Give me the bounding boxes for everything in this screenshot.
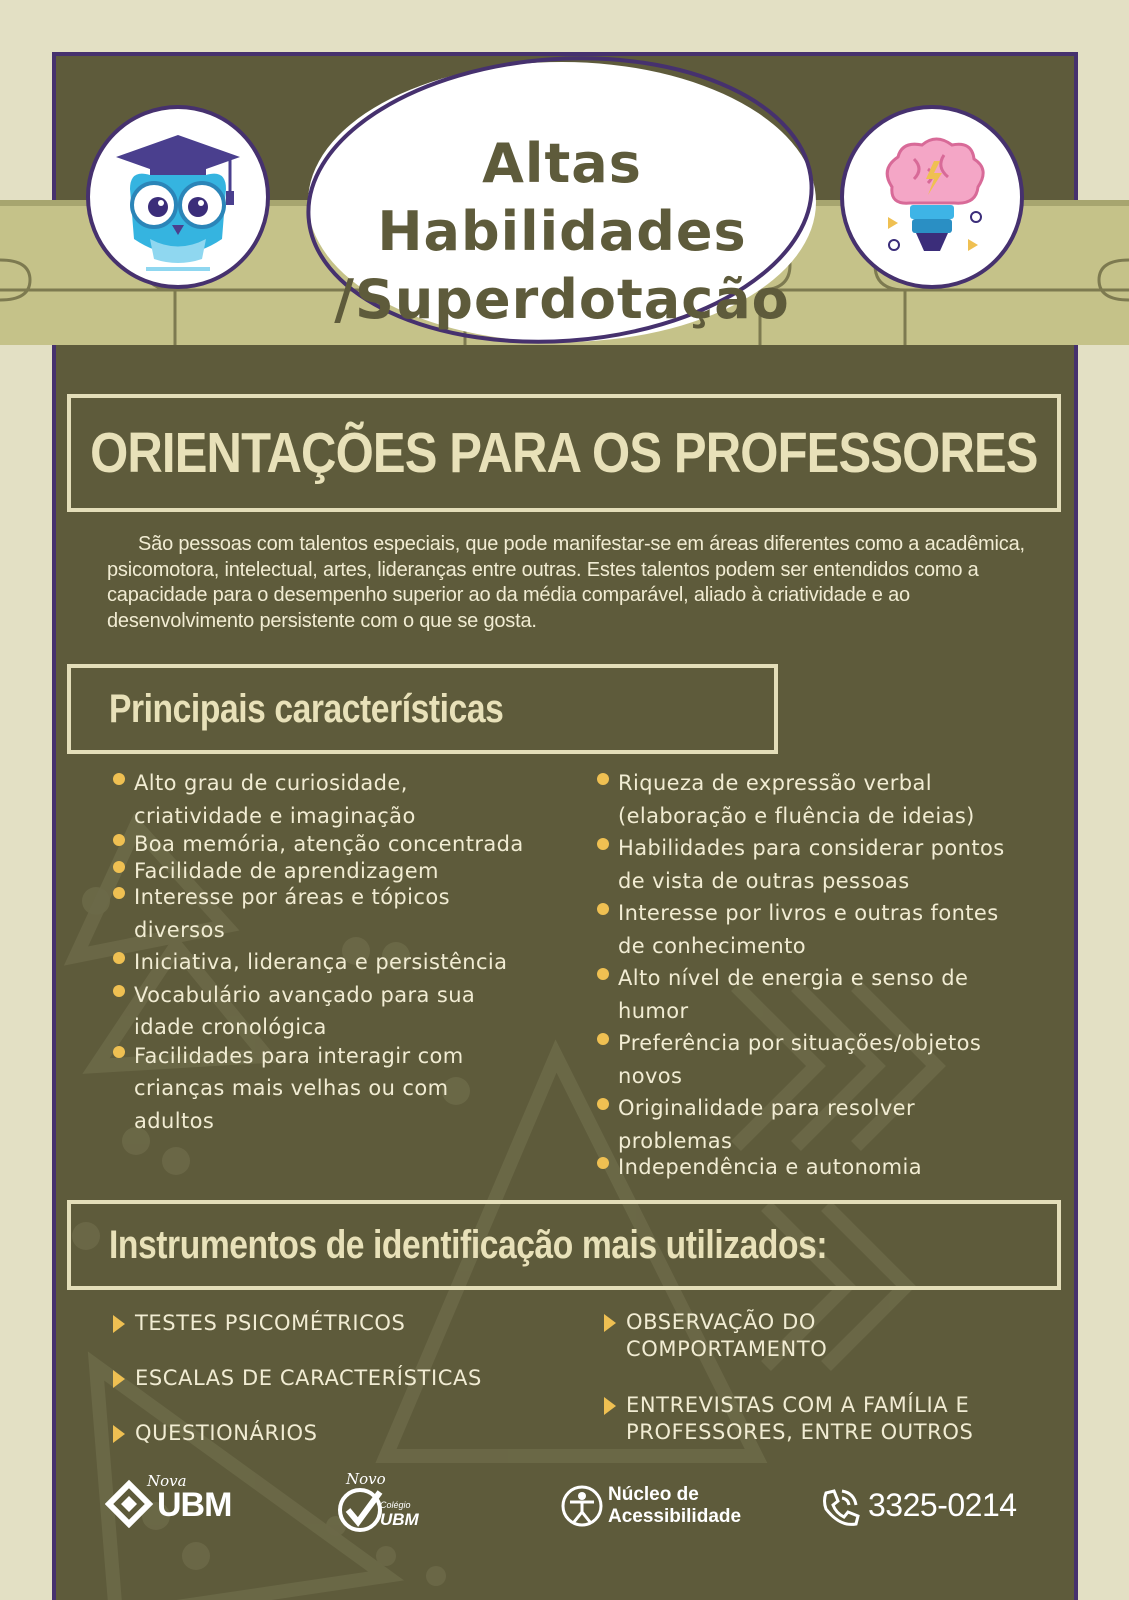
colegio-ubm-logo: Novo Colégio UBM: [336, 1476, 436, 1536]
intro-paragraph: São pessoas com talentos especiais, que pode manifestar-se em áreas diferentes como a acadêmica, psicomotora, intelectual, artes, lideranças entre outras. Estes talentos podem ser entendidos como a capacidade para o desempenho superior ao da média comparável, aliado à criatividade e ao desenvolvimento persistente com o que se gosta.: [107, 533, 1025, 632]
bullet-icon: [597, 1098, 609, 1110]
arrow-bullet-icon: [113, 1315, 125, 1333]
arrow-bullet-icon: [113, 1425, 125, 1443]
list-item: Preferência por situações/objetos novos: [597, 1027, 1027, 1092]
list-item: Habilidades para considerar pontos de vista de outras pessoas: [597, 832, 1027, 897]
phone-contact[interactable]: [818, 1485, 1028, 1531]
instruments-list-right: [604, 1309, 1014, 1446]
bullet-icon: [113, 773, 125, 785]
accessibility-icon: [560, 1484, 604, 1528]
list-item: Iniciativa, liderança e persistência: [113, 946, 533, 979]
nucleo-acessibilidade-logo: Núcleo de Acessibilidade: [560, 1484, 780, 1534]
main-heading: ORIENTAÇÕES PARA OS PROFESSORES: [90, 421, 1038, 485]
poster-title: [302, 130, 822, 334]
list-item: ESCALAS DE CARACTERÍSTICAS: [113, 1365, 553, 1392]
list-item: Riqueza de expressão verbal (elaboração e fluência de ideias): [597, 767, 1027, 832]
bullet-icon: [597, 968, 609, 980]
bullet-icon: [597, 1033, 609, 1045]
bullet-icon: [113, 985, 125, 997]
title-line-2: /Superdotação: [334, 268, 790, 331]
brain-lightbulb-icon: [840, 105, 1024, 289]
bullet-icon: [113, 834, 125, 846]
characteristics-list-left: [113, 767, 533, 1137]
bullet-icon: [597, 838, 609, 850]
list-item: OBSERVAÇÃO DO COMPORTAMENTO: [604, 1309, 1014, 1363]
list-item: Alto nível de energia e senso de humor: [597, 962, 1027, 1027]
nova-ubm-logo: Nova UBM: [105, 1478, 235, 1528]
bullet-icon: [597, 1157, 609, 1169]
characteristics-title: Principais características: [109, 686, 504, 731]
arrow-bullet-icon: [113, 1370, 125, 1388]
bullet-icon: [113, 1046, 125, 1058]
phone-icon: [818, 1487, 860, 1529]
list-item: Interesse por áreas e tópicos diversos: [113, 881, 533, 946]
characteristics-list-right: [597, 767, 1027, 1184]
phone-number: 3325-0214: [868, 1487, 1017, 1523]
list-item: TESTES PSICOMÉTRICOS: [113, 1310, 553, 1337]
list-item: Vocabulário avançado para sua idade cronológica: [113, 979, 533, 1044]
instruments-list-left: [113, 1310, 553, 1447]
characteristics-heading-box: [67, 664, 778, 754]
bullet-icon: [113, 887, 125, 899]
arrow-bullet-icon: [604, 1314, 616, 1332]
list-item: Boa memória, atenção concentrada: [113, 828, 533, 861]
instruments-heading-box: [67, 1200, 1061, 1290]
bullet-icon: [113, 952, 125, 964]
list-item: Facilidade de aprendizagem: [113, 855, 533, 888]
list-item: Facilidades para interagir com crianças mais velhas ou com adultos: [113, 1040, 533, 1138]
arrow-bullet-icon: [604, 1397, 616, 1415]
bullet-icon: [597, 773, 609, 785]
list-item: Originalidade para resolver problemas: [597, 1092, 1027, 1157]
list-item: Alto grau de curiosidade, criatividade e imaginação: [113, 767, 533, 832]
list-item: Independência e autonomia: [597, 1151, 1027, 1184]
list-item: ENTREVISTAS COM A FAMÍLIA E PROFESSORES, ENTRE OUTROS: [604, 1392, 1014, 1446]
list-item: Interesse por livros e outras fontes de conhecimento: [597, 897, 1027, 962]
title-line-1: Altas Habilidades: [377, 132, 747, 263]
owl-graduation-icon: [86, 105, 270, 289]
list-item: QUESTIONÁRIOS: [113, 1420, 553, 1447]
instruments-title: Instrumentos de identificação mais utilizados:: [109, 1222, 828, 1267]
bullet-icon: [113, 861, 125, 873]
main-heading-box: [67, 394, 1061, 512]
bullet-icon: [597, 903, 609, 915]
